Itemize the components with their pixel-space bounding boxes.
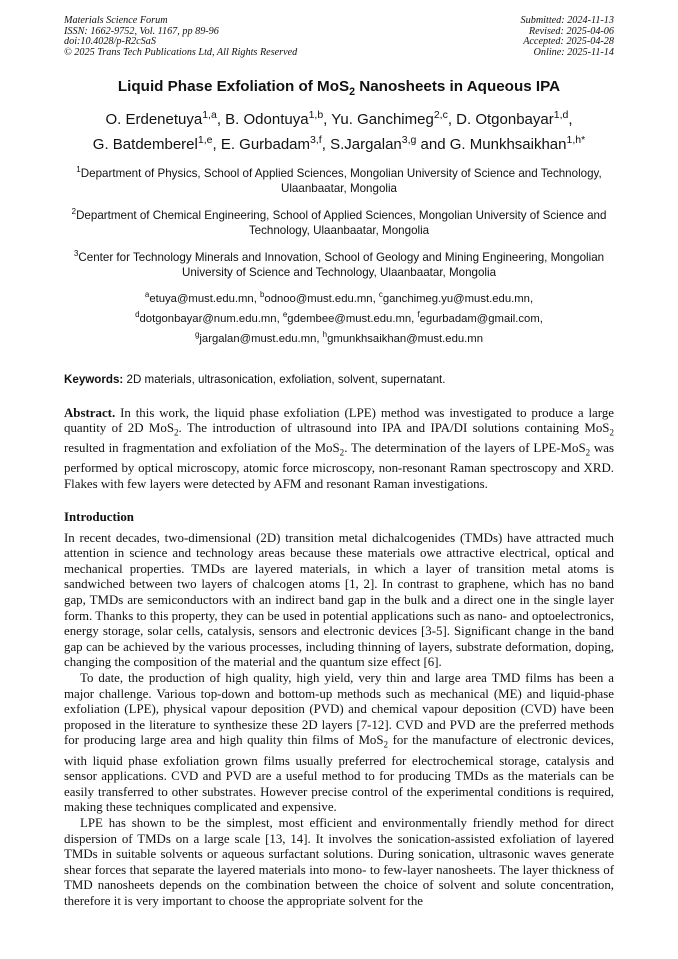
abstract-label: Abstract.	[64, 405, 116, 420]
paragraph: In recent decades, two-dimensional (2D) transition metal dichalcogenides (TMDs) have attracted much attention in science and technology areas because these materials owe attractive electrical, optical and mechanical properties. TMDs are layered materials, in which a layer of transition metal atoms is sandwiched between two layers of chalcogen atoms [1, 2]. In contrast to graphene, which has no band gap, TMDs are semiconductors with an indirect band gap in the bulk and a direct one in the single layer form. Thanks to this property, they can be used in potential applications such as nano- and optoelectronics, energy storage, solar cells, catalysis, sensors and electronic devices [3-5]. Significant change in the band gap can be achieved by the various processes, including thinning of layers, substrate deformation, doping, changing the composition of the material and the quantum size effect [6].	[64, 530, 614, 670]
email: $^f$egurbadam@gmail.com,	[417, 310, 543, 326]
journal-name: Materials Science Forum	[64, 15, 168, 26]
doi-line: doi:10.4028/p-R2cSaS	[64, 36, 156, 47]
author: B. Odontuya$^{1,b}$,	[225, 109, 332, 129]
author: S.Jargalan$^{3,g}$ and	[330, 134, 450, 154]
email: $^e$gdembee@must.edu.mn,	[282, 310, 418, 326]
affiliation: $^1$Department of Physics, School of Applied Sciences, Mongolian University of Science and Technology, Ulaanbaatar, Mongolia	[76, 165, 602, 196]
author: E. Gurbadam$^{3,f}$,	[220, 134, 331, 154]
dates-info	[521, 16, 614, 58]
email: $^h$gmunkhsaikhan@must.edu.mn	[322, 330, 483, 346]
journal-header	[64, 16, 614, 58]
author: D. Otgonbayar$^{1,d}$,	[456, 109, 573, 129]
section-heading-introduction: Introduction	[64, 509, 134, 524]
abstract: Abstract. In this work, the liquid phase exfoliation (LPE) method was investigated to produce a large quantity of 2D MoS$_2$. The introduction of ultrasound into IPA and IPA/DI solutions containing MoS$_2$ resulted in fragmentation and exfoliation of the MoS$_2$. The determination of the layers of LPE-MoS$_2$ was performed by optical microscopy, atomic force microscopy, non-resonant Raman spectroscopy and XRD. Flakes with few layers were detected by AFM and resonant Raman investigations.	[64, 405, 614, 492]
paragraph: To date, the production of high quality, high yield, very thin and large area TMD films has been a major challenge. Various top-down and bottom-up methods such as mechanical (ME) and liquid-phase exfoliation (LPE), physical vapour deposition (PVD) and chemical vapour deposition (CVD) have been proposed in the literature to synthesize these 2D layers [7-12]. CVD and PVD are the preferred methods for producing large area and high quality thin films of MoS$_2$ for the manufacture of electronic devices, with liquid phase exfoliation grown films usually preferred for electrochemical storage, catalysis and sensor applications. CVD and PVD are a useful method to for producing TMDs as the materials can be easily transferred to other substrates. However precise control of the experimental conditions is required, making these techniques complicated and expensive.	[64, 670, 614, 815]
affiliation: $^2$Department of Chemical Engineering, School of Applied Sciences, Mongolian University of Science and Technology, Ulaanbaatar, Mongolia	[71, 206, 607, 238]
email: $^a$etuya@must.edu.mn,	[144, 290, 260, 306]
affiliation: $^3$Center for Technology Minerals and Innovation, School of Geology and Mining Engineering, Mongolian University of Science and Technology, Ulaanbaatar, Mongolia	[73, 248, 605, 280]
author: G. Munkhsaikhan$^{1,h*}$	[449, 134, 586, 154]
paper-page	[64, 16, 614, 909]
email: $^g$jargalan@must.edu.mn,	[195, 330, 323, 346]
paragraph: LPE has shown to be the simplest, most efficient and environmentally friendly method for direct dispersion of TMDs on a large scale [13, 14]. It involves the sonication-assisted exfoliation of layered TMDs in suitable solvents or aqueous surfactant solutions. During sonication, ultrasonic waves generate shear forces that separate the layered materials into mono- to few-layer nanosheets. The layer thickness of TMD nanosheets depends on the combination between the choice of solvent and solute concentration, therefore it is very important to choose the appropriate solvent for the	[64, 815, 614, 908]
paper-title: Liquid Phase Exfoliation of MoS$_2$ Nanosheets in Aqueous IPA	[117, 78, 561, 99]
revised-date: Revised: 2025-04-06	[528, 25, 614, 37]
author-list	[64, 105, 614, 155]
author: Yu. Ganchimeg$^{2,c}$,	[331, 109, 457, 129]
keywords-label: Keywords:	[64, 372, 124, 386]
author: G. Batdemberel$^{1,e}$,	[92, 134, 221, 154]
email: $^b$odnoo@must.edu.mn,	[260, 290, 379, 306]
email: $^d$dotgonbayar@num.edu.mn,	[135, 310, 283, 326]
email: $^c$ganchimeg.yu@must.edu.mn,	[378, 290, 534, 306]
issn-line: ISSN: 1662-9752, Vol. 1167, pp 89-96	[64, 25, 219, 37]
email-list	[64, 288, 614, 348]
keywords-text: 2D materials, ultrasonication, exfoliation, solvent, supernatant.	[123, 372, 446, 386]
submitted-date: Submitted: 2024-11-13	[520, 15, 614, 26]
online-date: Online: 2025-11-14	[533, 46, 614, 58]
journal-info	[64, 16, 297, 58]
keywords	[64, 373, 614, 386]
author: O. Erdenetuya$^{1,a}$,	[105, 109, 226, 129]
accepted-date: Accepted: 2025-04-28	[523, 36, 614, 47]
copyright-line: © 2025 Trans Tech Publications Ltd, All Rights Reserved	[64, 46, 298, 58]
